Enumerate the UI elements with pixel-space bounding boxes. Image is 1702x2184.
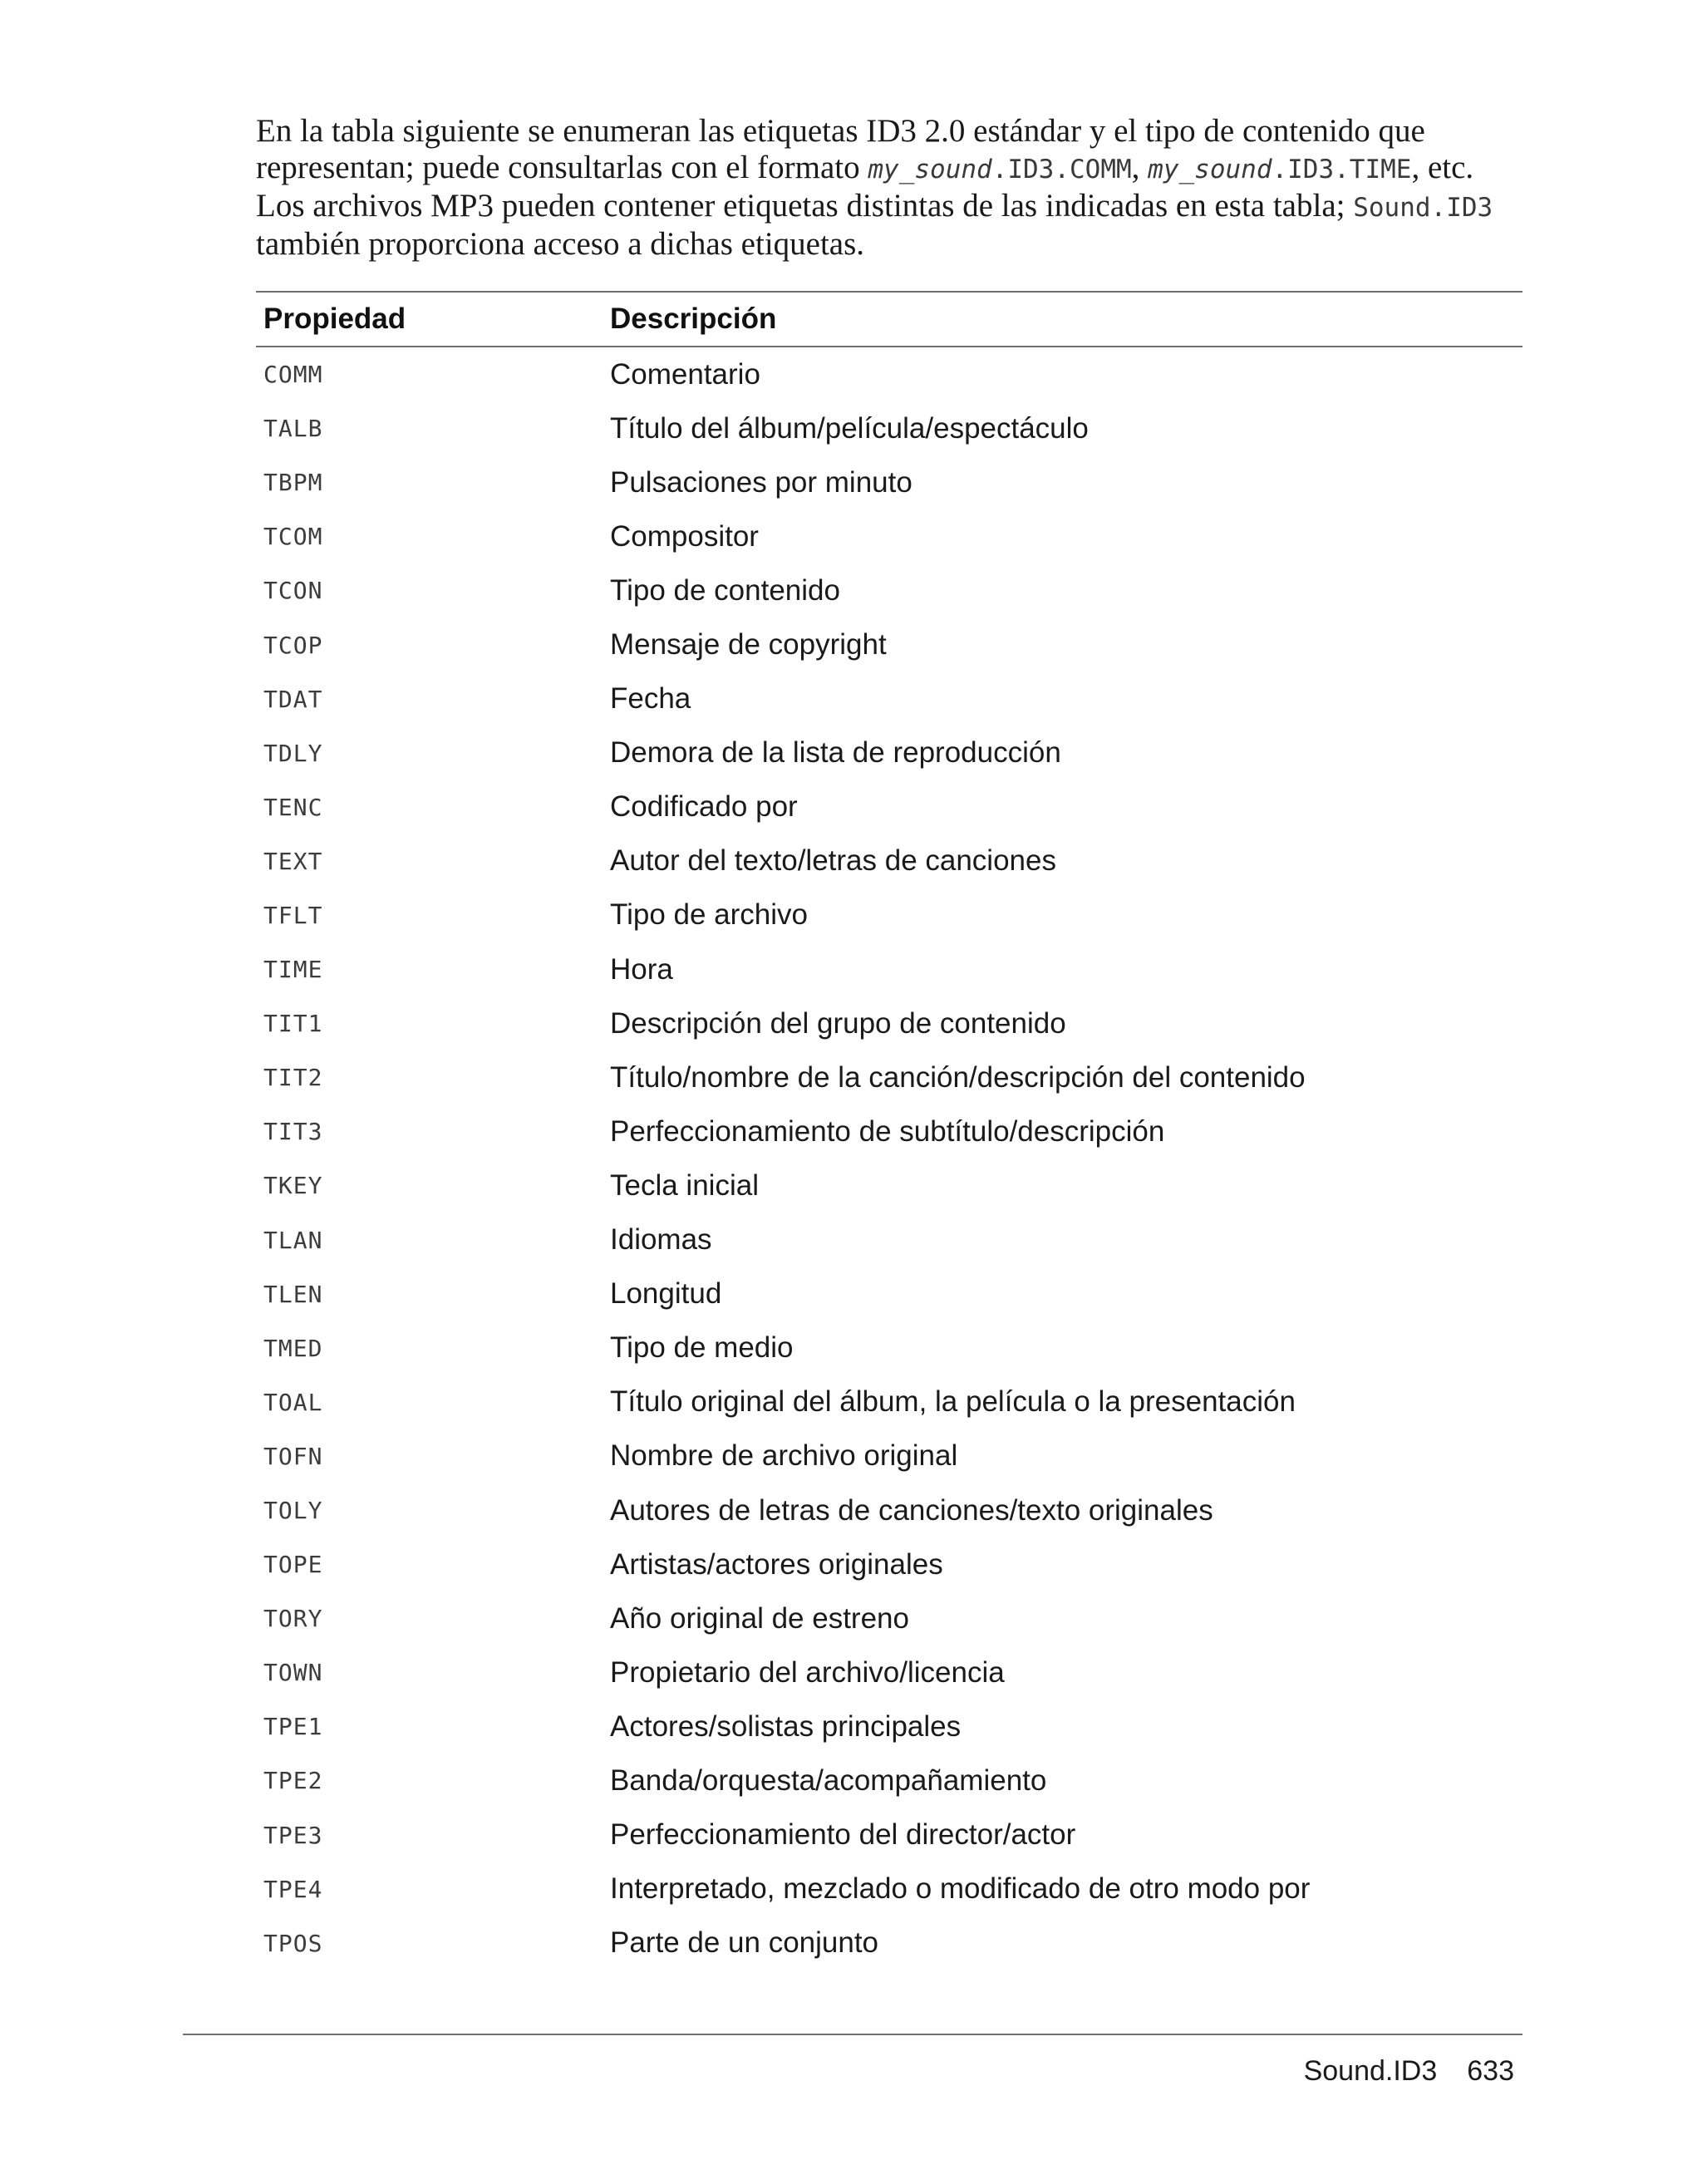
- tag-description: Idiomas: [610, 1223, 712, 1257]
- tag-code: TCON: [263, 577, 323, 605]
- table-row: [256, 1808, 1522, 1862]
- table-row: [256, 834, 1522, 888]
- id3-tags-table: [256, 291, 1522, 1970]
- code-property: .ID3.COMM: [991, 155, 1132, 184]
- tag-description: Codificado por: [610, 790, 798, 824]
- tag-code: TPE4: [263, 1875, 323, 1903]
- footer-rule: [183, 2034, 1522, 2035]
- tag-code: TOFN: [263, 1442, 323, 1470]
- tag-code: TCOM: [263, 523, 323, 551]
- tag-description: Autor del texto/letras de canciones: [610, 844, 1056, 878]
- tag-description: Propietario del archivo/licencia: [610, 1655, 1005, 1689]
- header-description: Descripción: [610, 303, 777, 335]
- table-row: [256, 1754, 1522, 1808]
- table-header: [256, 293, 1522, 347]
- tag-description: Pulsaciones por minuto: [610, 465, 912, 499]
- tag-description: Perfeccionamiento de subtítulo/descripción: [610, 1114, 1165, 1148]
- tag-description: Tecla inicial: [610, 1168, 759, 1202]
- tag-description: Mensaje de copyright: [610, 628, 887, 662]
- table-row: [256, 455, 1522, 509]
- page-footer: [1304, 2055, 1514, 2088]
- tag-code: TLEN: [263, 1280, 323, 1308]
- tag-code: TPE3: [263, 1821, 323, 1849]
- tag-description: Perfeccionamiento del director/actor: [610, 1818, 1076, 1852]
- code-variable: my_sound: [1148, 155, 1272, 184]
- tag-code: TOPE: [263, 1551, 323, 1579]
- tag-code: TKEY: [263, 1172, 323, 1200]
- page-number: 633: [1467, 2055, 1514, 2087]
- intro-text-part-1: En la tabla siguiente se enumeran las etiquetas ID3 2.0 estándar y el tipo de contenido que representan; puede consultarlas con el formato: [256, 113, 1425, 185]
- tag-code: TEXT: [263, 847, 323, 875]
- table-row: [256, 401, 1522, 455]
- table-row: [256, 726, 1522, 780]
- table-row: [256, 888, 1522, 942]
- table-row: [256, 780, 1522, 834]
- code-variable: my_sound: [868, 155, 992, 184]
- table-row: [256, 1321, 1522, 1375]
- header-property: Propiedad: [263, 303, 406, 335]
- tag-description: Actores/solistas principales: [610, 1709, 962, 1743]
- table-row: [256, 942, 1522, 996]
- intro-text-part-4: también proporciona acceso a dichas etiquetas.: [256, 226, 865, 262]
- tag-code: TOLY: [263, 1497, 323, 1525]
- table-row: [256, 1429, 1522, 1483]
- table-row: [256, 1213, 1522, 1267]
- tag-code: TIT1: [263, 1010, 323, 1038]
- intro-paragraph: [256, 113, 1519, 263]
- tag-description: Tipo de contenido: [610, 573, 840, 607]
- tag-description: Comentario: [610, 357, 760, 391]
- tag-code: TALB: [263, 415, 323, 443]
- tag-description: Artistas/actores originales: [610, 1547, 943, 1581]
- tag-code: TCOP: [263, 631, 323, 659]
- code-example-comm: [868, 155, 1131, 184]
- tag-description: Nombre de archivo original: [610, 1439, 958, 1473]
- tag-description: Tipo de medio: [610, 1331, 794, 1365]
- tag-code: COMM: [263, 361, 323, 389]
- table-row: [256, 1699, 1522, 1754]
- intro-text: [256, 113, 1519, 263]
- tag-code: TPE2: [263, 1767, 323, 1795]
- tag-code: TIT2: [263, 1064, 323, 1092]
- tag-description: Compositor: [610, 519, 759, 553]
- table-row: [256, 1104, 1522, 1158]
- tag-description: Parte de un conjunto: [610, 1926, 879, 1960]
- tag-code: TMED: [263, 1334, 323, 1362]
- table-body: [256, 347, 1522, 1970]
- tag-description: Longitud: [610, 1277, 722, 1311]
- tag-description: Título del álbum/película/espectáculo: [610, 411, 1089, 445]
- table-row: [256, 1158, 1522, 1213]
- tag-description: Año original de estreno: [610, 1601, 909, 1635]
- intro-text-part-3: , etc. Los archivos MP3 pueden contener etiquetas distintas de las indicadas en esta tabla;: [256, 150, 1474, 224]
- table-row: [256, 1483, 1522, 1537]
- tag-code: TPOS: [263, 1929, 323, 1957]
- tag-code: TDAT: [263, 685, 323, 713]
- code-example-time: [1148, 155, 1411, 184]
- table-row: [256, 1645, 1522, 1699]
- tag-code: TIME: [263, 956, 323, 984]
- tag-description: Título original del álbum, la película o la presentación: [610, 1385, 1296, 1419]
- table-row: [256, 1375, 1522, 1429]
- tag-code: TLAN: [263, 1226, 323, 1254]
- table-row: [256, 1916, 1522, 1970]
- tag-description: Descripción del grupo de contenido: [610, 1006, 1066, 1040]
- code-class-name: Sound.ID3: [1353, 193, 1493, 223]
- table-row: [256, 563, 1522, 617]
- tag-description: Fecha: [610, 682, 691, 716]
- tag-code: TOWN: [263, 1659, 323, 1687]
- tag-description: Tipo de archivo: [610, 898, 808, 932]
- table-row: [256, 1862, 1522, 1916]
- table-row: [256, 672, 1522, 726]
- table-row: [256, 347, 1522, 401]
- tag-description: Hora: [610, 952, 673, 986]
- table-row: [256, 1537, 1522, 1591]
- tag-code: TORY: [263, 1605, 323, 1633]
- tag-description: Título/nombre de la canción/descripción del contenido: [610, 1060, 1306, 1094]
- tag-code: TENC: [263, 793, 323, 821]
- code-property: .ID3.TIME: [1272, 155, 1412, 184]
- table-row: [256, 1267, 1522, 1321]
- tag-code: TIT3: [263, 1118, 323, 1146]
- tag-code: TDLY: [263, 739, 323, 767]
- table-row: [256, 509, 1522, 563]
- table-row: [256, 617, 1522, 671]
- table-row: [256, 1591, 1522, 1645]
- table-row: [256, 996, 1522, 1050]
- tag-code: TPE1: [263, 1713, 323, 1741]
- tag-description: Interpretado, mezclado o modificado de otro modo por: [610, 1872, 1311, 1906]
- tag-description: Autores de letras de canciones/texto originales: [610, 1493, 1213, 1527]
- footer-section-title: Sound.ID3: [1303, 2055, 1438, 2087]
- tag-code: TOAL: [263, 1388, 323, 1416]
- tag-description: Banda/orquesta/acompañamiento: [610, 1763, 1047, 1797]
- tag-code: TBPM: [263, 469, 323, 497]
- tag-code: TFLT: [263, 901, 323, 929]
- table-row: [256, 1050, 1522, 1104]
- intro-text-part-2: ,: [1131, 150, 1149, 185]
- tag-description: Demora de la lista de reproducción: [610, 736, 1061, 770]
